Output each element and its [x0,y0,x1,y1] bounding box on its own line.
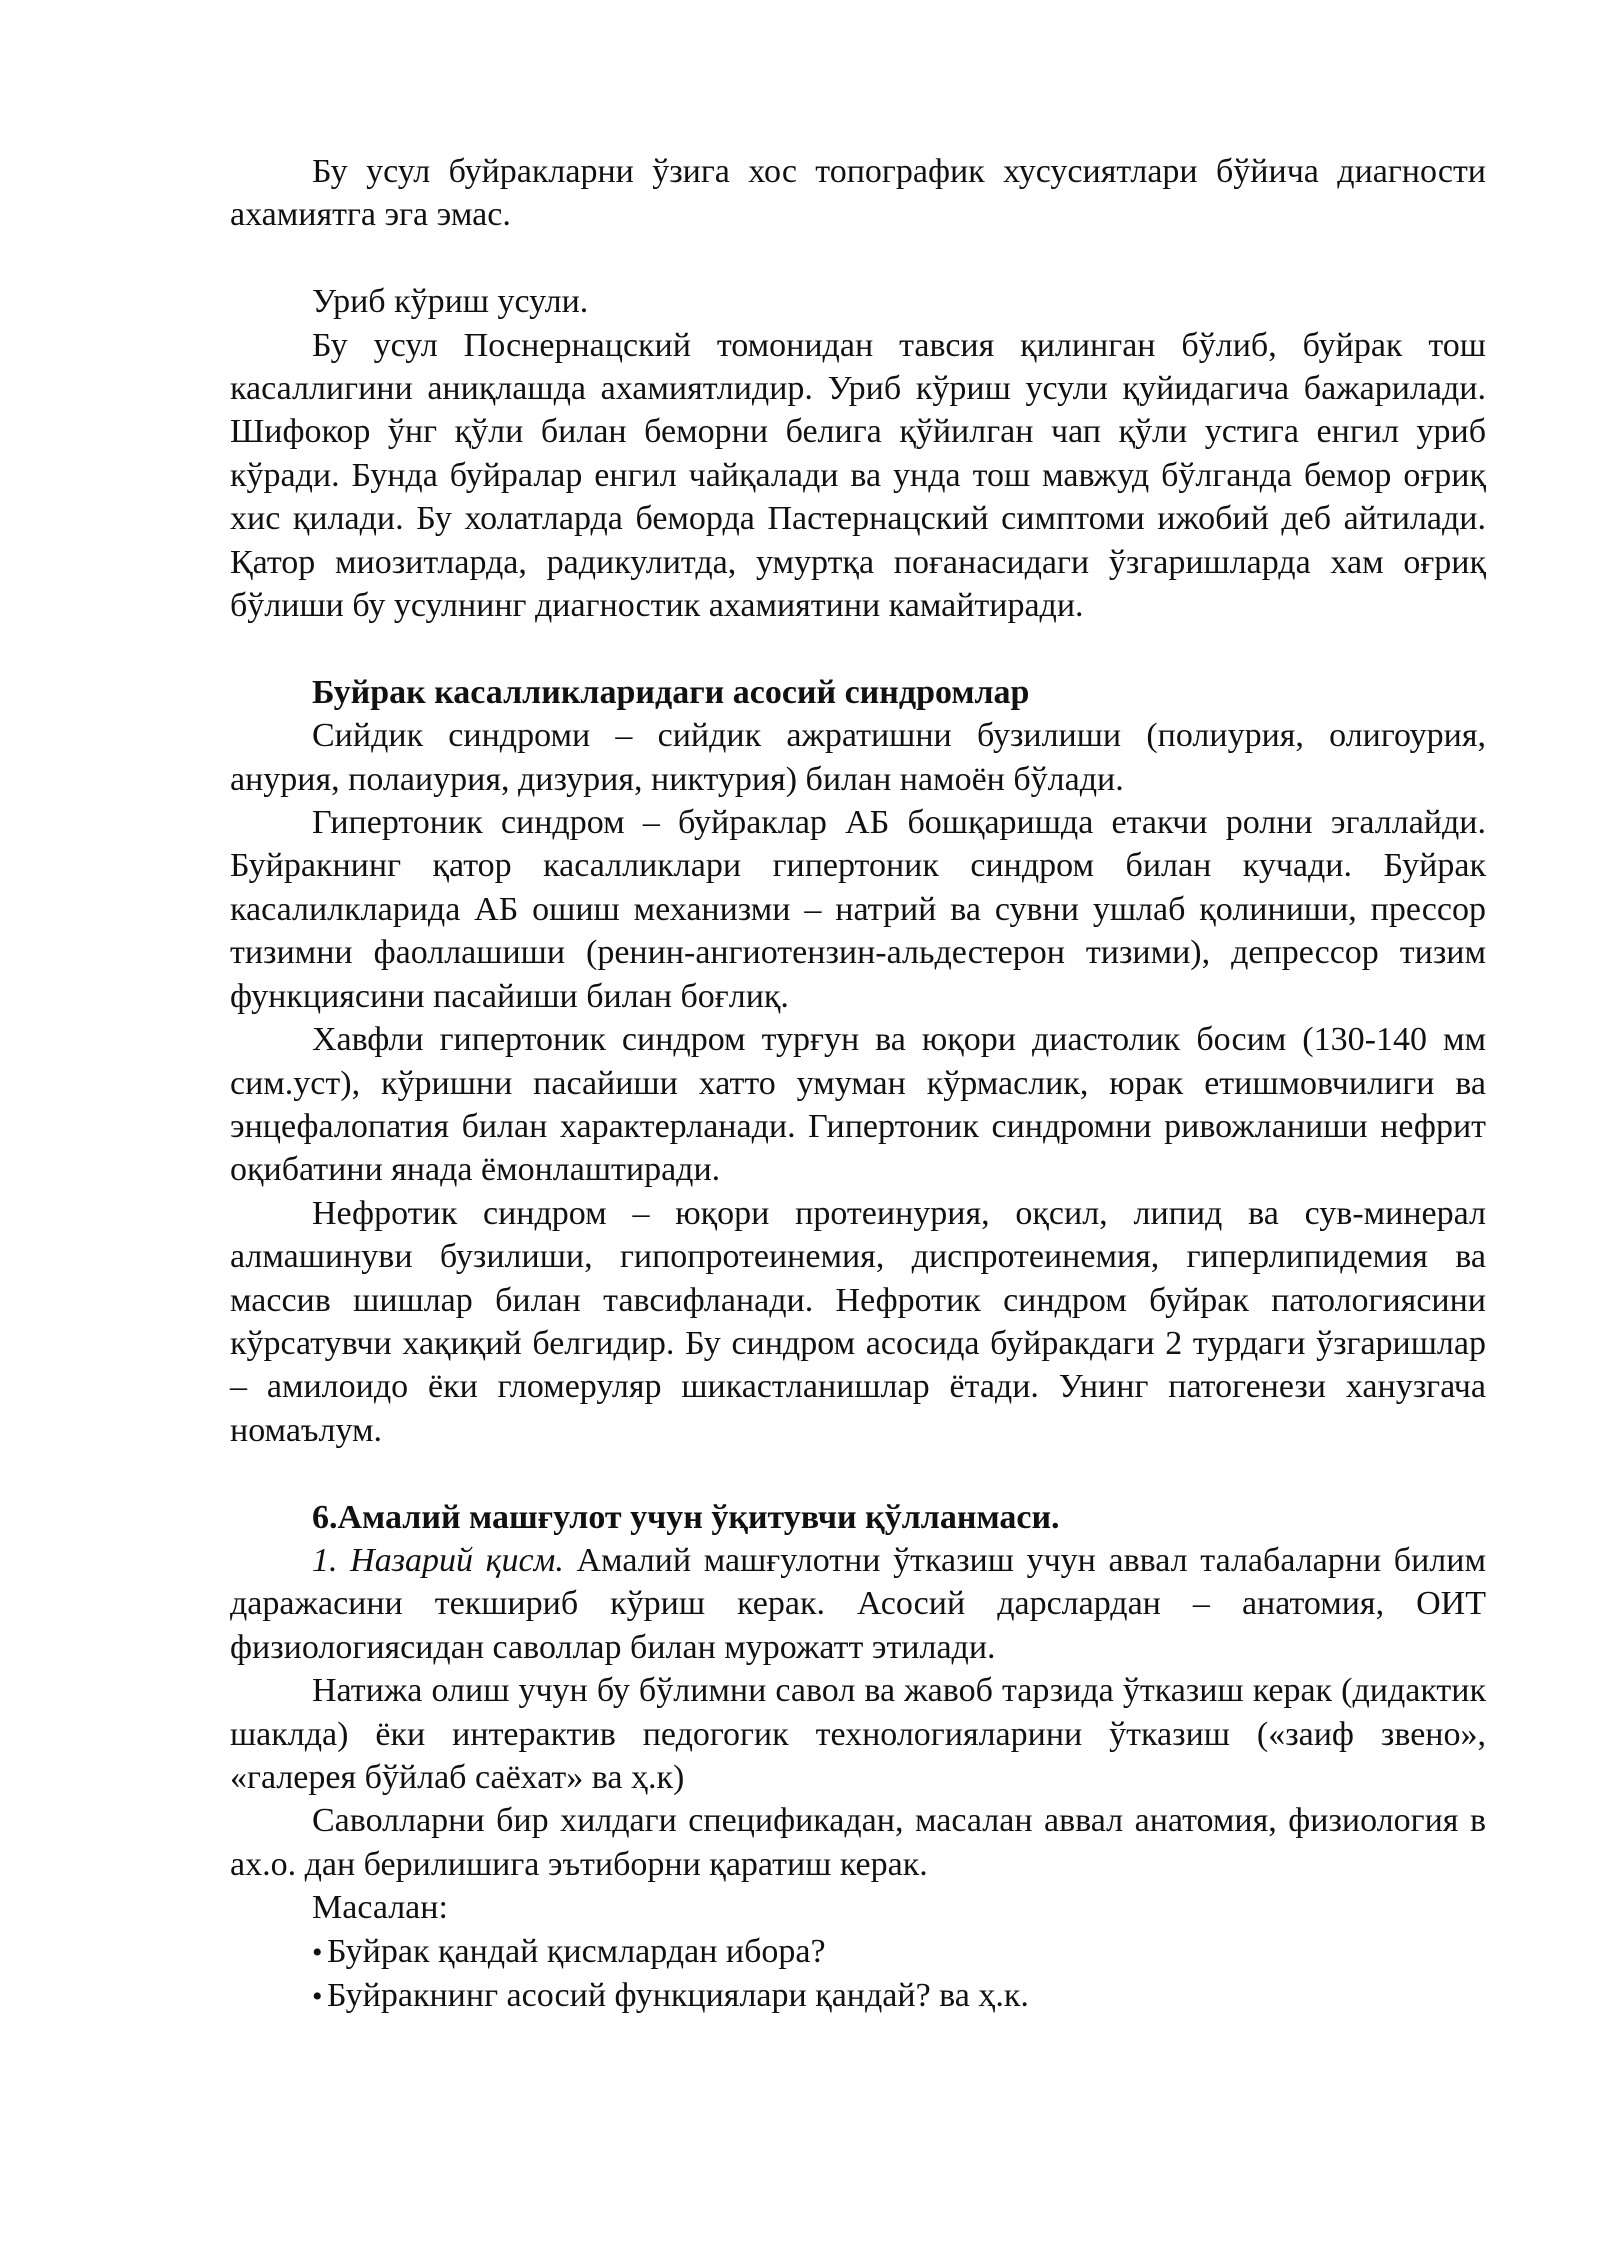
list-item [230,1930,1486,1974]
paragraph: Бу усул буйракларни ўзига хос топографик хусусиятлари бўйича диагности ахамиятга эга эмас. [230,153,1486,234]
paragraph: Сийдик синдроми – сийдик ажратишни бузилиши (полиурия, олигоурия, анурия, полаиурия, дизурия, никтурия) билан намоён бўлади. [230,717,1486,798]
section-heading-syndromes: Буйрак касалликларидаги асосий синдромлар [312,673,1030,711]
list-item-text: Буйракнинг асосий функциялари қандай? ва ҳ.к. [327,1977,1029,2015]
paragraph-text: Амалий машғулотни ўтказиш учун аввал талабаларни билим даражасини текшириб кўриш керак. Асосий дарслардан – анатомия, ОИТ физиологиясидан саволлар билан мурожатт этилади. [230,1541,1486,1666]
italic-lead: 1. Назарий қисм. [312,1541,564,1579]
subheading-percussion-method: Уриб кўриш усули. [312,283,589,321]
paragraph: Гипертоник синдром – буйраклар АБ бошқаришда етакчи ролни эгаллайди. Буйракнинг қатор касалликлари гипертоник синдром билан кучади. Буйрак касалилкларида АБ ошиш механизми – натрий ва сувни ушлаб қолиниши, прессор тизимни фаоллашиши (ренин-ангиотензин-альдестерон тизими), депрессор тизим функциясини пасайиши билан боғлиқ. [230,804,1486,1015]
list-item-text: Буйрак қандай қисмлардан ибора? [327,1932,826,1970]
paragraph: Натижа олиш учун бу бўлимни савол ва жавоб тарзида ўтказиш керак (дидактик шаклда) ёки интерактив педогогик технологияларини ўтказиш («заиф звено», «галерея бўйлаб саёхат» ва ҳ.к) [230,1672,1486,1796]
paragraph: Саволларни бир хилдаги спецификадан, масалан аввал анатомия, физиология в ах.о. дан берилишига эътиборни қаратиш керак. [230,1802,1486,1883]
paragraph [230,1539,1486,1669]
list-item [230,1974,1486,2018]
bullet-icon: • [312,1935,323,1969]
paragraph: Нефротик синдром – юқори протеинурия, оқсил, липид ва сув-минерал алмашинуви бузилиши, гипопротеинемия, диспротеинемия, гиперлипидемия ва массив шишлар билан тавсифланади. Нефротик синдром буйрак патологиясини кўрсатувчи хақиқий белгидир. Бу синдром асосида буйракдаги 2 турдаги ўзгаришлар – амилоидо ёки гломеруляр шикастланишлар ётади. Унинг патогенези ханузгача номаълум. [230,1194,1486,1449]
paragraph: Бу усул Поснернацский томонидан тавсия қилинган бўлиб, буйрак тош касаллигини аниқлашда ахамиятлидир. Уриб кўриш усули қуйидагича бажарилади. Шифокор ўнг қўли билан беморни белига қўйилган чап қўли устига енгил уриб кўради. Бунда буйралар енгил чайқалади ва унда тош мавжуд бўлганда бемор оғриқ хис қилади. Бу холатларда беморда Пастернацский симптоми ижобий деб айтилади. Қатор миозитларда, радикулитда, умуртқа поғанасидаги ўзгаришларда хам оғриқ бўлиши бу усулнинг диагностик ахамиятини камайтиради. [230,326,1486,625]
document-page [230,150,1486,2018]
paragraph: Масалан: [312,1889,448,1927]
bullet-icon: • [312,1980,323,2014]
section-heading-teacher-guide: 6.Амалий машғулот учун ўқитувчи қўлланмаси. [312,1498,1060,1536]
paragraph: Хавфли гипертоник синдром турғун ва юқори диастолик босим (130-140 мм сим.уст), кўришни пасайиши хатто умуман кўрмаслик, юрак етишмовчилиги ва энцефалопатия билан характерланади. Гипертоник синдромни ривожланиши нефрит оқибатини янада ёмонлаштиради. [230,1021,1486,1189]
